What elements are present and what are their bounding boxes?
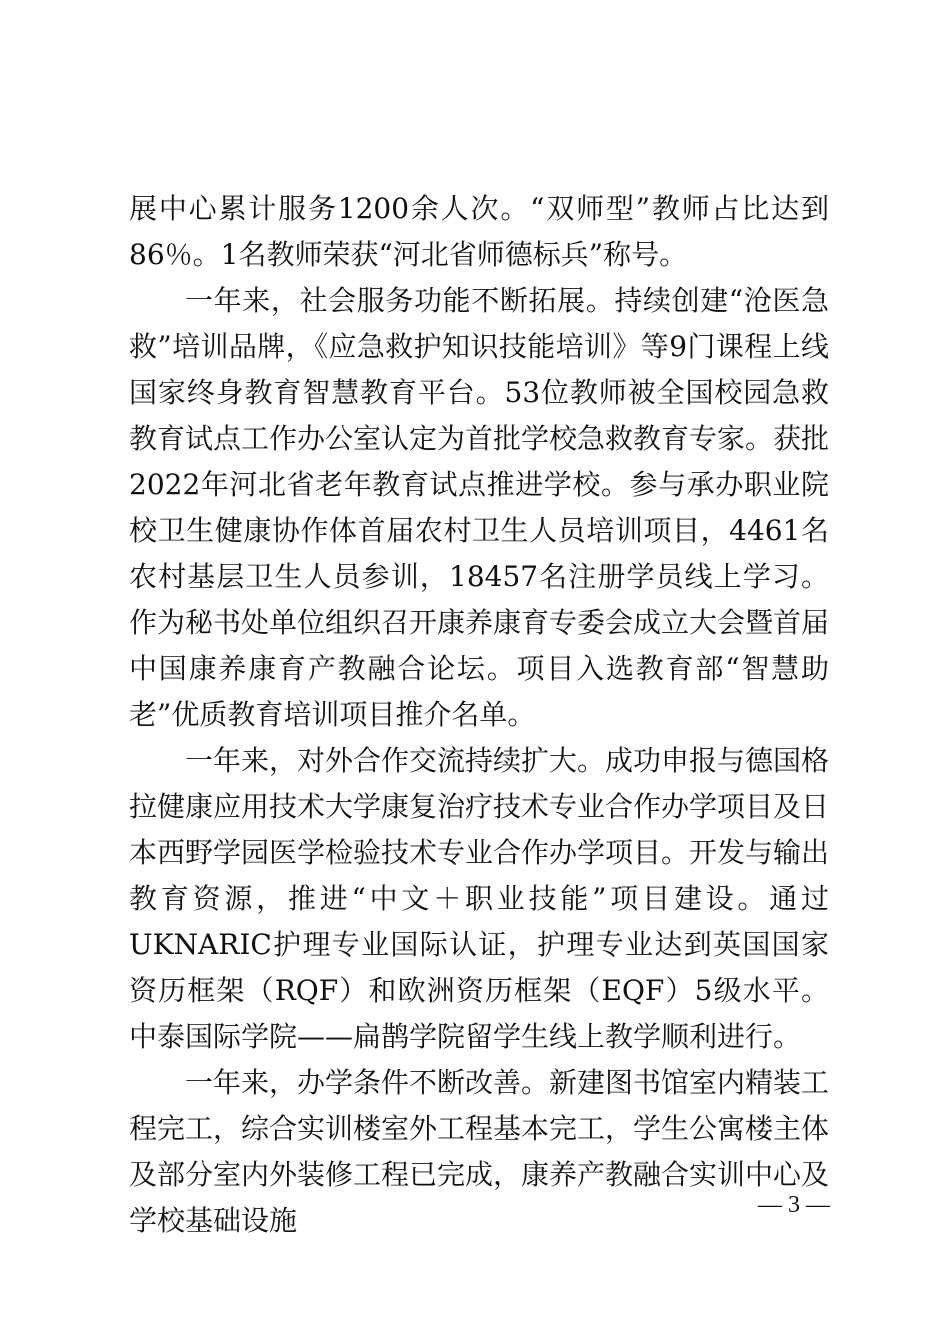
body-text bbox=[129, 186, 829, 1244]
paragraph-facilities: 一年来，办学条件不断改善。新建图书馆室内精装工程完工，综合实训楼室外工程基本完工，学生公寓楼主体及部分室内外装修工程已完成，康养产教融合实训中心及学校基础设施 bbox=[129, 1066, 830, 1237]
paragraph-continued: 展中心累计服务1200余人次。“双师型”教师占比达到86％。1名教师荣获“河北省师德标兵”称号。 bbox=[129, 192, 829, 271]
paragraph-international-cooperation: 一年来，对外合作交流持续扩大。成功申报与德国格拉健康应用技术大学康复治疗技术专业合作办学项目及日本西野学园医学检验技术专业合作办学项目。开发与输出教育资源，推进“中文＋职业技能”项目建设。通过UKNARIC护理专业国际认证，护理专业达到英国国家资历框架（RQF）和欧洲资历框架（EQF）5级水平。中泰国际学院——扁鹊学院留学生线上教学顺利进行。 bbox=[129, 744, 830, 1053]
paragraph-social-service: 一年来，社会服务功能不断拓展。持续创建“沧医急救”培训品牌，《应急救护知识技能培训》等9门课程上线国家终身教育智慧教育平台。53位教师被全国校园急救教育试点工作办公室认定为首批学校急救教育专家。获批2022年河北省老年教育试点推进学校。参与承办职业院校卫生健康协作体首届农村卫生人员培训项目，4461名农村基层卫生人员参训，18457名注册学员线上学习。作为秘书处单位组织召开康养康育专委会成立大会暨首届中国康养康育产教融合论坛。项目入选教育部“智慧助老”优质教育培训项目推介名单。 bbox=[129, 284, 830, 731]
page-number: — 3 — bbox=[758, 1192, 830, 1218]
